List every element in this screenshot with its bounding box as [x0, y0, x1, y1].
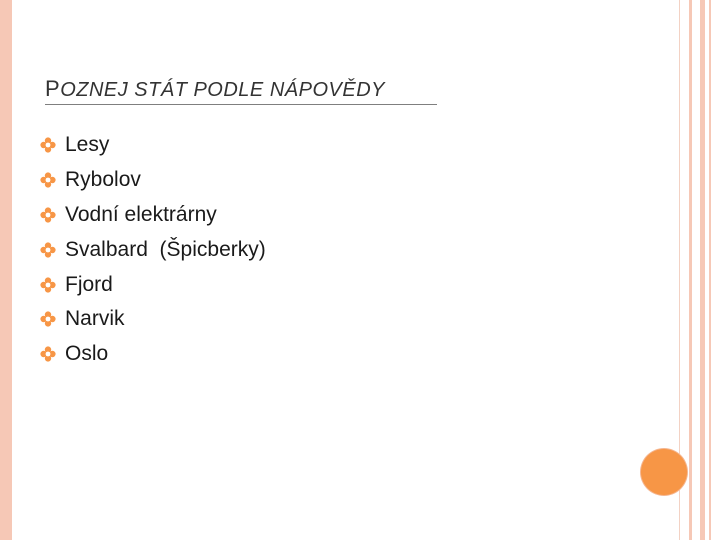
bullet-item [40, 128, 266, 163]
flower-bullet-icon [40, 207, 56, 223]
bullet-item [40, 163, 266, 198]
bullet-text: Rybolov [65, 168, 141, 192]
bullet-list [40, 128, 266, 372]
bullet-text: Fjord [65, 272, 113, 296]
slide-title [45, 76, 385, 102]
flower-bullet-icon [40, 277, 56, 293]
bullet-text: Vodní elektrárny [65, 202, 217, 226]
bullet-item [40, 337, 266, 372]
bullet-item [40, 267, 266, 302]
bullet-item [40, 302, 266, 337]
right-decor-rule [689, 0, 692, 540]
bullet-text: Lesy [65, 133, 110, 157]
bullet-text: Narvik [65, 307, 125, 331]
right-decor-rule [709, 0, 711, 540]
bullet-item [40, 198, 266, 233]
bullet-item [40, 232, 266, 267]
right-decor-rule [700, 0, 705, 540]
flower-bullet-icon [40, 242, 56, 258]
title-text: OZNEJ STÁT PODLE NÁPOVĚDY [60, 79, 385, 101]
flower-bullet-icon [40, 311, 56, 327]
flower-bullet-icon [40, 346, 56, 362]
left-accent-bar [0, 0, 12, 540]
decorative-orange-circle [641, 449, 687, 495]
title-first-letter: P [45, 76, 61, 101]
flower-bullet-icon [40, 137, 56, 153]
title-underline [45, 104, 437, 105]
bullet-text: Oslo [65, 342, 109, 366]
bullet-text: Svalbard (Špicberky) [65, 237, 266, 261]
flower-bullet-icon [40, 172, 56, 188]
